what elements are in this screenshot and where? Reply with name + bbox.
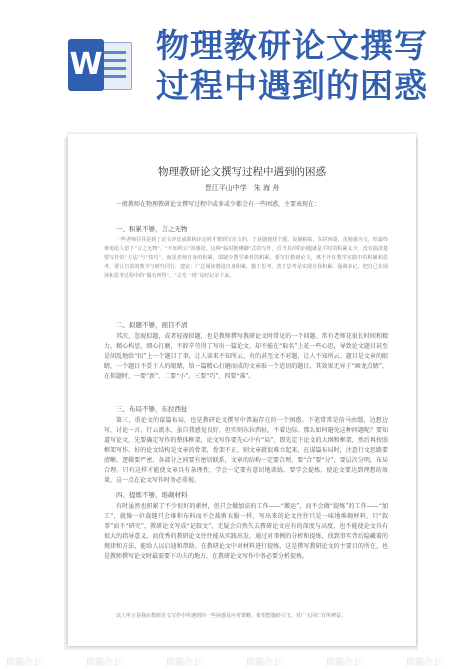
word-logo-letter: W — [68, 39, 104, 91]
section-heading: 二、拟题不够，面目不清 — [116, 321, 188, 329]
watermark: 熊猫办公 — [86, 658, 123, 668]
section-paragraph: 一些老师往往是到了论文评比或职称评定时才想到写论文的，于是随便找个题，复制粘贴，东拼西凑，虽勉强为文，但最终难免给人留下“言之无物”、“不知所云”的感觉。这种“临时抱佛脚”式的写作，首当其冲的问题就是平时的积累太少，没有搞清楚要写作的“方法”与“技巧”，而是老师自身的积累，即缺少教学素材的积累。要写好教研论文，离不开在教学实践中的积累和思考，要让日常的教学与研究同行，建议：广泛阅读增进自身积累，勤于思考，善于思考是实现自我积累、强调多记，把自己在阅读和思考过程中的“偶有所得”、“灵光一现”及时记录下来。 — [104, 237, 388, 279]
intro-paragraph: 一般教师在物理教研论文撰写过程中或多或少都会有一些困惑，主要表现在： — [116, 201, 321, 208]
section-heading: 三、布局不够，东拉西扯 — [116, 405, 188, 413]
page-line — [102, 51, 126, 54]
page-line — [102, 75, 126, 78]
banner — [0, 0, 474, 118]
watermark: 熊猫办公 — [166, 658, 203, 668]
document-title: 物理教研论文撰写过程中遇到的困惑 — [158, 166, 326, 178]
section-paragraph: 其次，忽视拟题，或者轻视拟题，也是教师撰写教研论文时常见的一个问题。常有老师花很长时间和精力，精心构思，细心打磨，不辞辛劳得了写出一篇论文，却不能在“取名”上花一些心思，导致论文题目甚至是胡乱地给“扣”上一个题目了事，让人读来不知所云，有的甚至文不对题，让人不知所云。题目是文章的眼睛，一个题目不妥于人的眼睛，给一篇精心打磨而成的文章取一个适切的题目，其效果无异于“画龙点睛”，在拟题时，一要“新”、二要“小”、三要“巧”、四要“准”。 — [104, 333, 388, 380]
closing-paragraph: 以上所言是我在教研论文写作中所遇到的一些困惑及应对策略，希望能抛砖引玉，对广大同仁有所裨益。 — [116, 613, 347, 619]
section-heading: 四、提炼不够，堆砌材料 — [116, 491, 188, 499]
section-paragraph: 有时虽然也积累了不少很好的素材，但只会做加法的工作——“搬运”，而不会做“提炼”的工作——“加工”，就像一位裁缝只会堆积布料而不会裁剪衣服一样，写出来的论文往往只是一味地堆砌材料，只“叙事”而不“研究”，教研论文写成“记叙文”，无疑会自然失去教研论文应有的深度与高度，也不能使论文具有很大的指导意义。而优秀的教研论文往往能从实践出发，通过对事例的分析和提炼，找到事实背后隐藏着的规律和方法，能给人以启迪和帮助。在教研论文中对材料进行提炼，这是撰写教研论文的主要目的所在，也是教师撰写论文时最需要下功夫的地方，在教研论文写作中务必要分析提炼。 — [104, 503, 388, 560]
document-page — [68, 134, 416, 646]
page-line — [102, 67, 126, 70]
section-paragraph: 第三，重论文的谋篇布局，也是教研论文撰写中普遍存在的一个困惑。下笔常常是信马由缰，边想边写，讨论一言，行云流水，虽自我感觉良好，但实则东拉西扯，不着边际。那么如何避免这种问题呢？要知道写论文，先要确定写作的整体框架，论文写作要先心中有“局”，即先定下论文的大纲和框架，然后再按照框架写作。好的论文结构是文章的骨架，骨架不正，则文章就很难立起来，在谋篇布局时，注意行文思路要清晰，逻辑要严密，各部分之间要有密切联系，文章的结构一定要合理，要“合”要“分”，要层次分明，布局合理。只有这样才能使文章具有条理性，学会一定要有意识地训练，要学会提炼，使论文要达到理想的效果，这一点在论文写作时务必重视。 — [104, 417, 388, 484]
page-line — [102, 59, 126, 62]
watermark: 熊猫办公 — [326, 658, 363, 668]
banner-title-line2: 过程中遇到的困惑 — [156, 66, 428, 105]
banner-title-line1: 物理教研论文撰写 — [156, 26, 428, 65]
word-document-icon — [68, 39, 132, 91]
section-heading: 一、积累不够，言之无物 — [116, 225, 188, 233]
watermark: 熊猫办公 — [246, 658, 283, 668]
watermark: 熊猫办公 — [406, 658, 443, 668]
document-author: 晋江平山中学 朱 海 舟 — [204, 184, 280, 192]
watermark: 熊猫办公 — [6, 658, 43, 668]
